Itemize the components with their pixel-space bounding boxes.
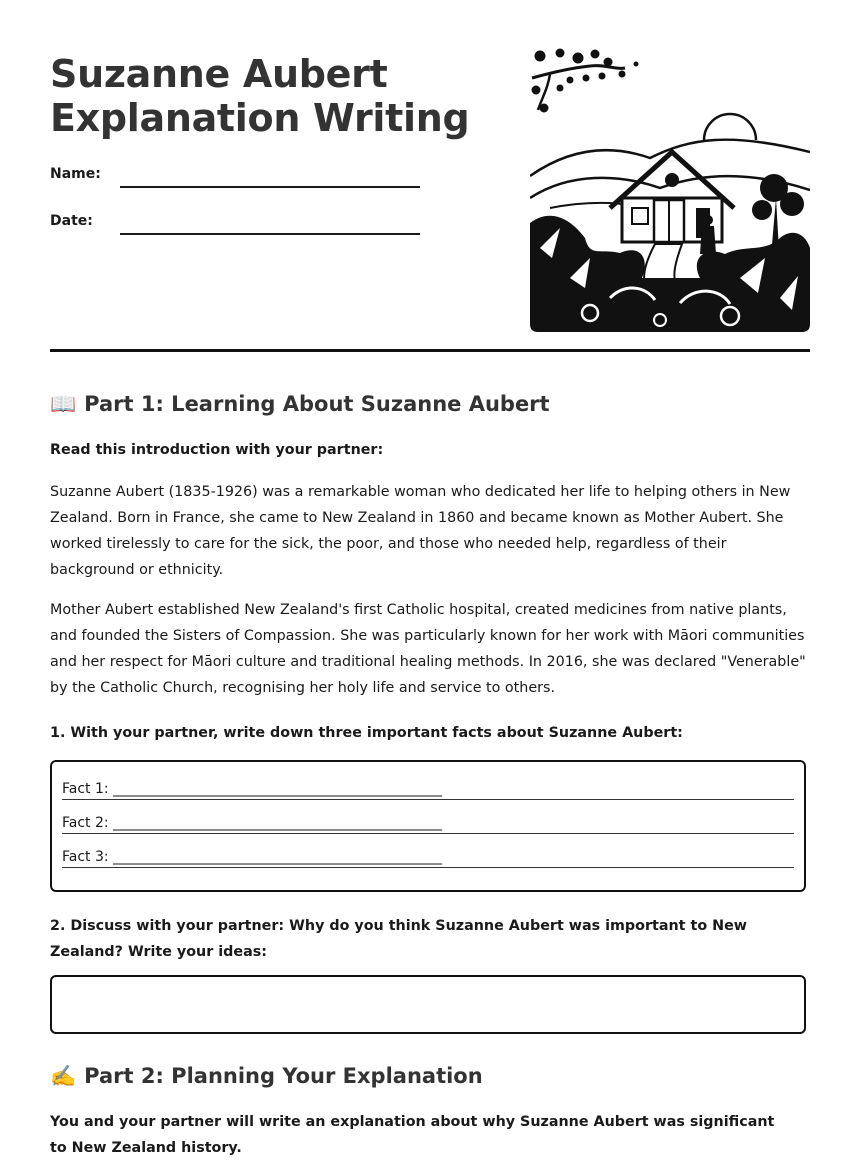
fact-line-2[interactable] <box>62 809 794 834</box>
name-field[interactable] <box>50 166 420 192</box>
ideas-answer-box[interactable] <box>50 975 806 1034</box>
facts-box[interactable] <box>50 760 806 892</box>
fact-line-1[interactable] <box>62 775 794 800</box>
branch-icon <box>532 49 638 112</box>
book-icon: 📖 <box>50 392 77 416</box>
sun-icon <box>704 114 756 140</box>
date-field[interactable] <box>50 213 420 239</box>
fact-label-2: Fact 2: _______________________________________________ <box>62 815 443 831</box>
part1-instruction: Read this introduction with your partner: <box>50 442 384 458</box>
part1-heading-text: Part 1: Learning About Suzanne Aubert <box>84 392 550 416</box>
writing-hand-icon: ✍️ <box>50 1064 77 1088</box>
date-line[interactable] <box>120 233 420 235</box>
page-title <box>50 52 469 140</box>
part2-heading-text: Part 2: Planning Your Explanation <box>84 1064 483 1088</box>
house-ferns-illustration <box>530 48 810 332</box>
fact-line-3[interactable] <box>62 843 794 868</box>
part2-instruction: You and your partner will write an explanation about why Suzanne Aubert was significant to New Zealand history. <box>50 1114 775 1156</box>
name-line[interactable] <box>120 186 420 188</box>
title-line-2: Explanation Writing <box>50 96 470 140</box>
question-2: 2. Discuss with your partner: Why do you think Suzanne Aubert was important to New Zealand? Write your ideas: <box>50 918 748 960</box>
part1-paragraph-2: Mother Aubert established New Zealand's first Catholic hospital, created medicines from native plants, and founded the Sisters of Compassion. She was particularly known for her work with Māori communities and her respect for Māori culture and traditional healing methods. In 2016, she was declared "Venerable" by the Catholic Church, recognising her holy life and service to others. <box>50 602 806 696</box>
part1-paragraph-1: Suzanne Aubert (1835-1926) was a remarkable woman who dedicated her life to helping others in New Zealand. Born in France, she came to New Zealand in 1860 and became known as Mother Aubert. She worked tirelessly to care for the sick, the poor, and those who needed help, regardless of their background or ethnicity. <box>50 484 791 578</box>
part2-heading <box>50 1062 483 1090</box>
fact-label-3: Fact 3: _______________________________________________ <box>62 849 443 865</box>
house-icon <box>610 152 734 242</box>
name-label: Name: <box>50 166 101 182</box>
question-1: 1. With your partner, write down three important facts about Suzanne Aubert: <box>50 725 683 741</box>
header-divider <box>50 349 810 352</box>
title-line-1: Suzanne Aubert <box>50 52 388 96</box>
fact-label-1: Fact 1: _______________________________________________ <box>62 781 443 797</box>
date-label: Date: <box>50 213 93 229</box>
part1-heading <box>50 390 550 418</box>
